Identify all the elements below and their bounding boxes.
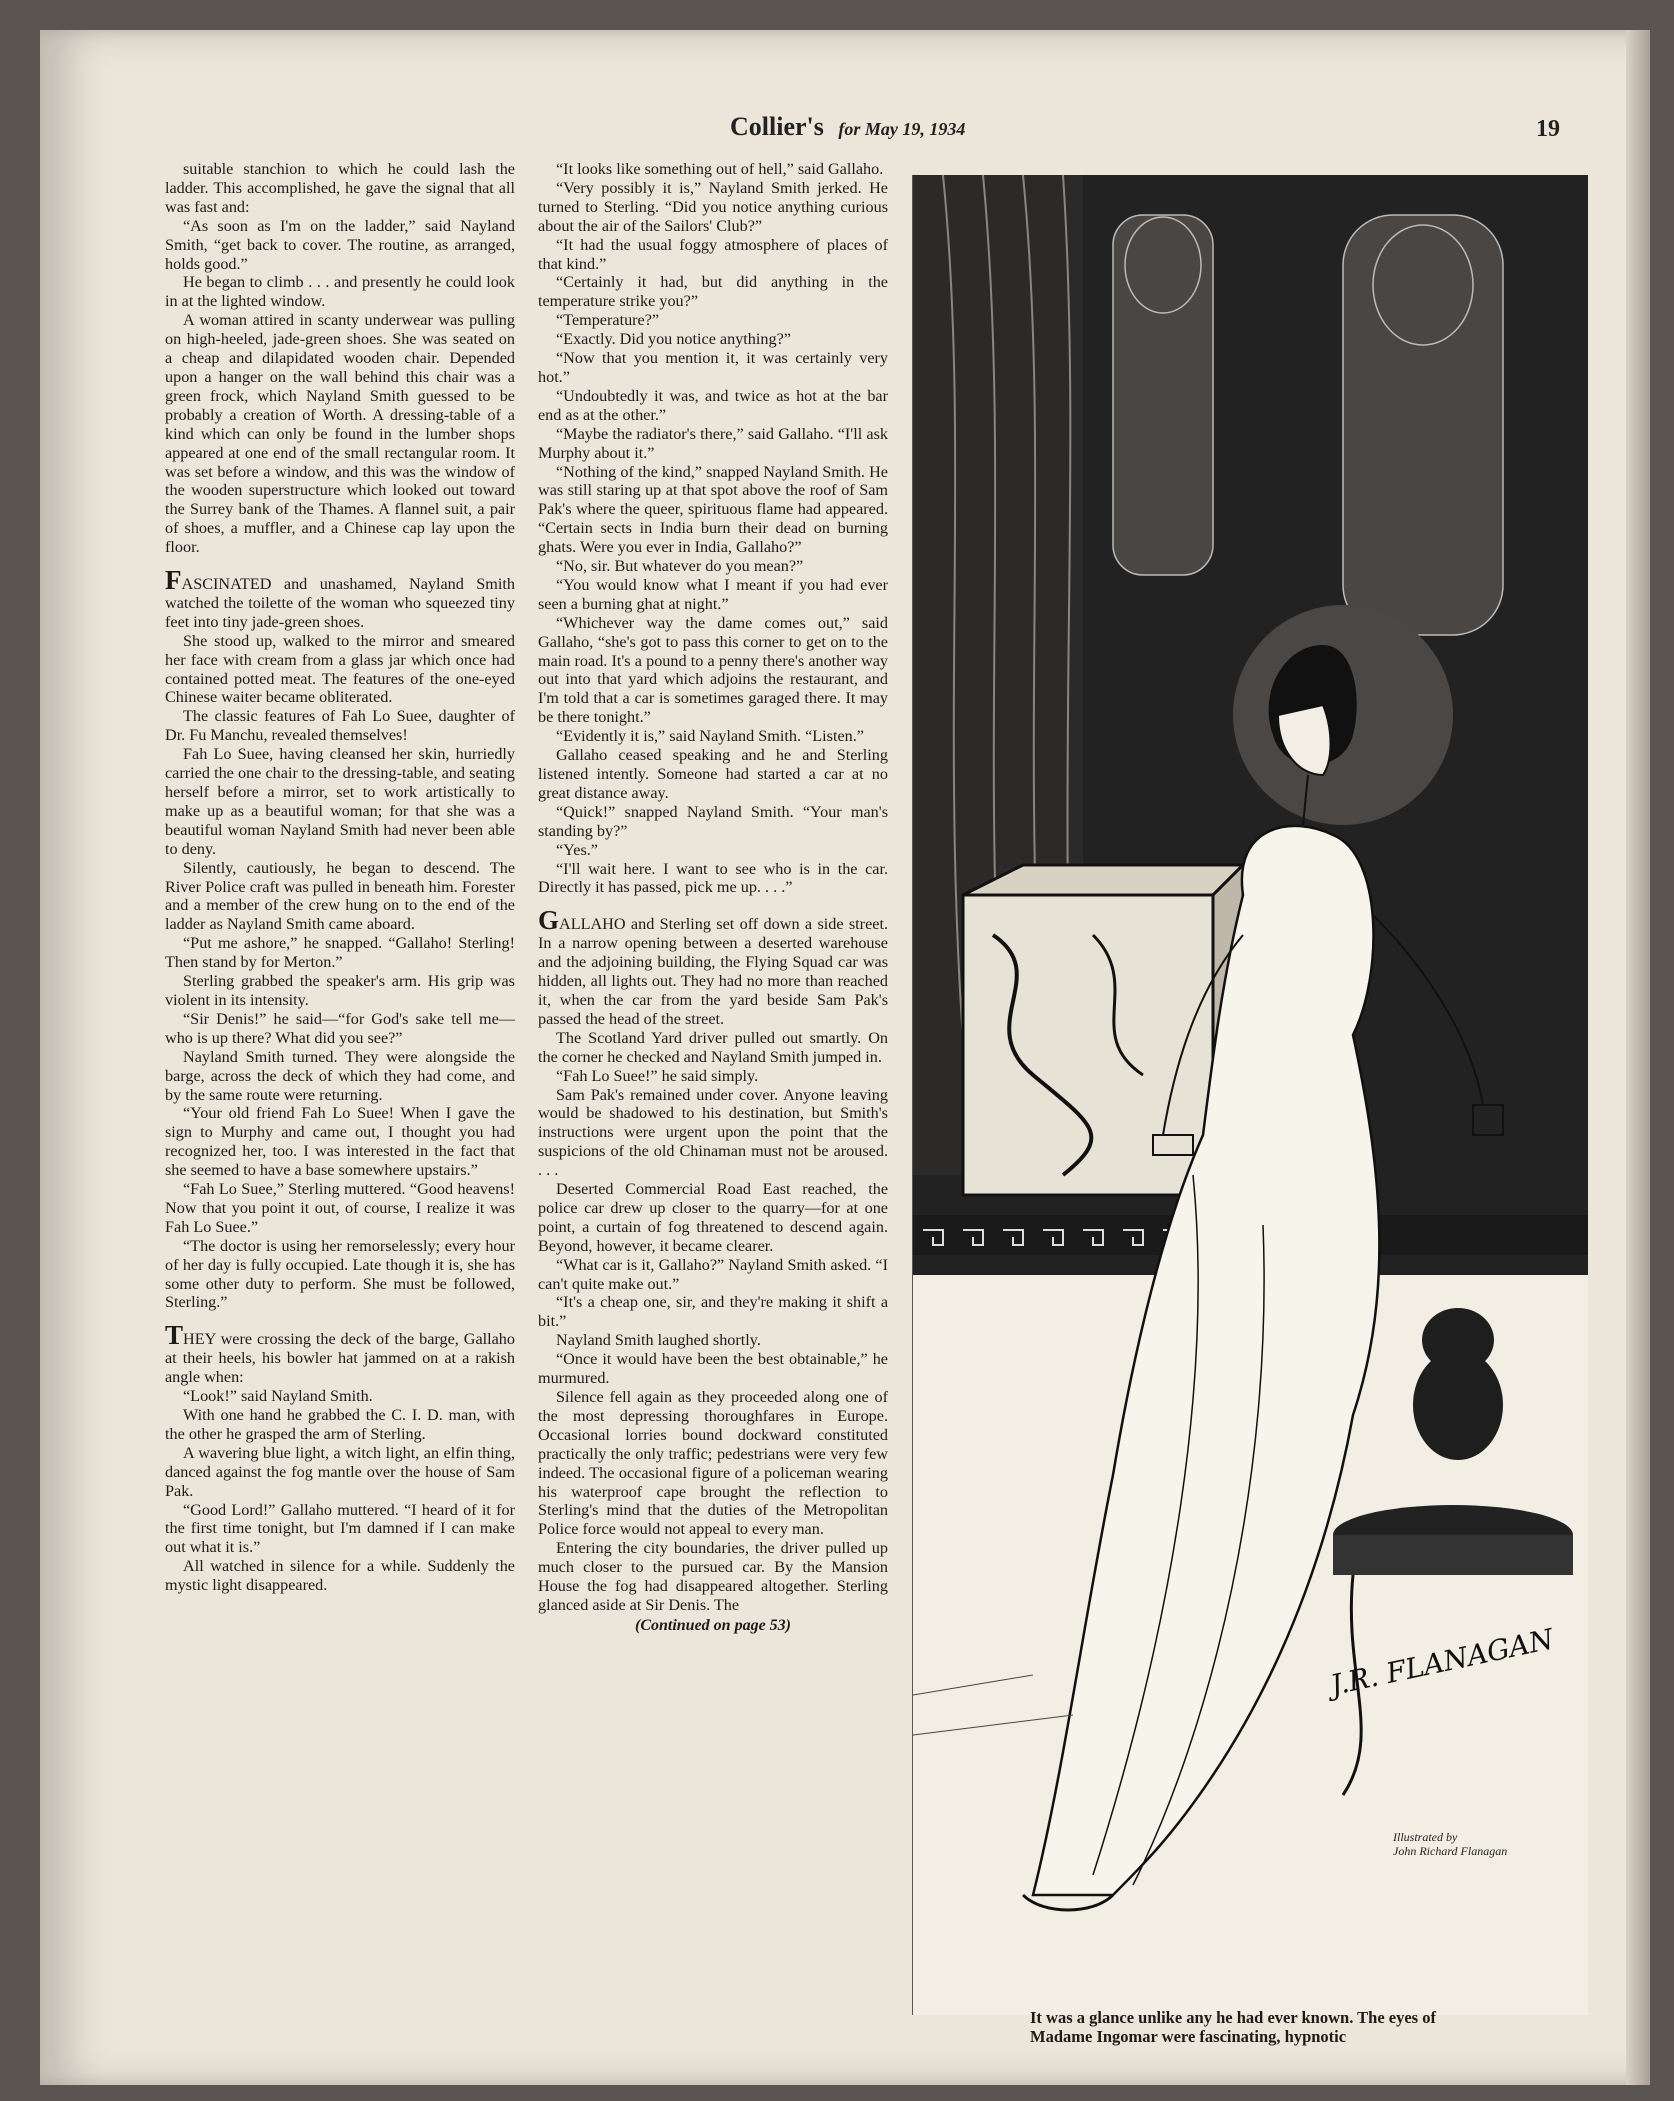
paragraph-text: “Now that you mention it, it was certainly very hot.” <box>538 349 888 386</box>
page-edge <box>1626 30 1650 2085</box>
credit-line-2: John Richard Flanagan <box>1393 1844 1508 1858</box>
paragraph <box>165 972 515 1010</box>
paragraph <box>165 160 515 217</box>
paragraph-text: Deserted Commercial Road East reached, the police car drew up closer to the quarry—for at one point, a curtain of fog threatened to descend again. Beyond, however, it became clearer. <box>538 1180 888 1255</box>
paragraph <box>165 1557 515 1595</box>
magazine-page <box>40 30 1650 2085</box>
paragraph-text: “Look!” said Nayland Smith. <box>183 1387 373 1406</box>
paragraph <box>165 1237 515 1313</box>
paragraph-text: Nayland Smith laughed shortly. <box>556 1331 761 1350</box>
paragraph <box>538 576 888 614</box>
paragraph-text: “Evidently it is,” said Nayland Smith. “Listen.” <box>556 727 864 746</box>
paragraph-text: Entering the city boundaries, the driver pulled up much closer to the pursued car. By the Mansion House the fog had disappeared altogether. Sterling glanced aside at Sir Denis. The <box>538 1539 888 1614</box>
issue-date: for May 19, 1934 <box>838 119 966 139</box>
pedestal <box>1333 1308 1573 1795</box>
illustration <box>912 175 1588 2015</box>
paragraph <box>165 1387 515 1406</box>
paragraph <box>165 1104 515 1180</box>
floor <box>913 1675 1073 1735</box>
illustration-caption: It was a glance unlike any he had ever known. The eyes of Madame Ingomar were fascinating, hypnotic <box>1030 2008 1436 2046</box>
paragraph-text: “I'll wait here. I want to see who is in the car. Directly it has passed, pick me up. . . .” <box>538 859 888 897</box>
paragraph-text: “Nothing of the kind,” snapped Nayland Smith. He was still staring up at that spot above the roof of Sam Pak's where the queer, spirituous flame had appeared. “Certain sects in India burn their dead on burning ghats. Were you ever in India, Gallaho?” <box>538 462 888 557</box>
paragraph <box>538 905 888 1028</box>
paragraph-text: “Maybe the radiator's there,” said Gallaho. “I'll ask Murphy about it.” <box>538 424 888 462</box>
credit-line-1: Illustrated by <box>1393 1830 1458 1844</box>
paragraph-text: “Exactly. Did you notice anything?” <box>556 330 791 349</box>
paragraph-text: “Certainly it had, but did anything in the temperature strike you?” <box>538 273 888 311</box>
paragraph <box>165 934 515 972</box>
paragraph-text: Sam Pak's remained under cover. Anyone leaving would be shadowed to his destination, but Smith's instructions were urgent upon the point that the suspicions of the old Chinaman must not be aroused. . . . <box>538 1085 888 1180</box>
paragraph-text: “As soon as I'm on the ladder,” said Nayland Smith, “get back to cover. The routine, as arranged, holds good.” <box>165 216 515 273</box>
paragraph-text: Silence fell again as they proceeded along one of the most depressing thoroughfares in Europe. Occasional lorries bound dockward constituted practically the only traffic; pedestrians were very few indeed. The occasional figure of a policeman wearing his waterproof cape brought the reflection to Sterling's mind that the duties of the Metropolitan Police force would not appeal to every man. <box>538 1388 888 1539</box>
page-number: 19 <box>1536 116 1560 142</box>
paragraph-text: “Fah Lo Suee,” Sterling muttered. “Good heavens! Now that you point it out, of course, I realize it was Fah Lo Suee.” <box>165 1180 515 1236</box>
paragraph-text: The Scotland Yard driver pulled out smartly. On the corner he checked and Nayland Smith jumped in. <box>538 1028 888 1066</box>
masthead <box>730 112 1150 142</box>
paragraph-text: “Sir Denis!” he said—“for God's sake tell me—who is up there? What did you see?” <box>165 1009 515 1047</box>
paragraph-text: “Whichever way the dame comes out,” said Gallaho, “she's got to pass this corner to get on to the main road. It's a pound to a penny there's another way out into that yard which adjoins the restaurant, and I'm told that a car is sometimes garaged there. It may be there tonight.” <box>538 613 888 727</box>
paragraph <box>538 1086 888 1181</box>
paragraph <box>538 860 888 898</box>
paragraph <box>165 273 515 311</box>
paragraph <box>538 1067 888 1086</box>
paragraph <box>538 1331 888 1350</box>
paragraph-text: He began to climb . . . and presently he could look in at the lighted window. <box>165 273 515 311</box>
illustrator-credit <box>1393 1830 1583 1858</box>
paragraph <box>165 632 515 708</box>
paragraph-text: ALLAHO and Sterling set off down a side street. In a narrow opening between a deserted warehouse and the adjoining building, the Flying Squad car was hidden, all lights out. They had no more than reached it, when the car from the yard beside Sam Pak's passed the head of the street. <box>538 915 888 1028</box>
paragraph <box>538 1350 888 1388</box>
paragraph <box>538 311 888 330</box>
paragraph <box>165 1444 515 1501</box>
paragraph-text: “No, sir. But whatever do you mean?” <box>556 557 804 576</box>
paragraph <box>165 1406 515 1444</box>
paragraph-text: “The doctor is using her remorselessly; every hour of her day is fully occupied. Late though it is, she has some other duty to perform. She must be followed, Sterling.” <box>165 1236 515 1312</box>
paragraph <box>538 349 888 387</box>
paragraph <box>538 236 888 274</box>
paragraph <box>538 1539 888 1615</box>
paragraph <box>165 217 515 274</box>
continued-note: (Continued on page 53) <box>634 1616 791 1634</box>
paragraph <box>538 746 888 803</box>
paragraph <box>165 1010 515 1048</box>
paragraph-text: “Very possibly it is,” Nayland Smith jerked. He turned to Sterling. “Did you notice anything curious about the air of the Sailors' Club?” <box>538 178 888 235</box>
paragraph-text: “What car is it, Gallaho?” Nayland Smith asked. “I can't quite make out.” <box>538 1255 888 1293</box>
drop-cap: F <box>165 565 182 596</box>
paragraph <box>538 387 888 425</box>
paragraph-text: HEY were crossing the deck of the barge, Gallaho at their heels, his bowler hat jammed on at a rakish angle when: <box>165 1330 515 1387</box>
paragraph <box>538 803 888 841</box>
paragraph <box>165 745 515 858</box>
paragraph-text: “Temperature?” <box>556 311 660 330</box>
paragraph <box>538 1388 888 1539</box>
paragraph-text: “Once it would have been the best obtainable,” he murmured. <box>538 1350 888 1388</box>
paragraph <box>165 311 515 557</box>
paragraph <box>538 1256 888 1294</box>
paragraph <box>538 1029 888 1067</box>
paragraph-text: “It had the usual foggy atmosphere of places of that kind.” <box>538 235 888 273</box>
paragraph <box>538 727 888 746</box>
paragraph <box>538 425 888 463</box>
paragraph <box>538 273 888 311</box>
paragraph <box>165 707 515 745</box>
paragraph <box>165 1048 515 1105</box>
paragraph <box>165 859 515 935</box>
paragraph-text: Gallaho ceased speaking and he and Sterling listened intently. Someone had started a car at no great distance away. <box>538 746 888 802</box>
paragraph-text: The classic features of Fah Lo Suee, daughter of Dr. Fu Manchu, revealed themselves! <box>165 707 515 745</box>
paragraph-text: suitable stanchion to which he could lash the ladder. This accomplished, he gave the signal that all was fast and: <box>165 160 515 216</box>
paragraph-text: With one hand he grabbed the C. I. D. man, with the other he grasped the arm of Sterling. <box>165 1406 515 1443</box>
paragraph <box>538 463 888 558</box>
text-column-left <box>165 160 515 1595</box>
paragraph <box>538 179 888 236</box>
paragraph-text: “Your old friend Fah Lo Suee! When I gave the sign to Murphy and came out, I thought you had recognized her, too. I was interested in the fact that she seemed to have a base somewhere upstairs.” <box>165 1104 515 1180</box>
paragraph <box>165 1501 515 1558</box>
paragraph-text: “Yes.” <box>556 840 598 859</box>
magazine-name: Collier's <box>730 112 824 141</box>
paragraph <box>538 1293 888 1331</box>
paragraph <box>165 565 515 632</box>
paragraph-text: Fah Lo Suee, having cleansed her skin, hurriedly carried the one chair to the dressing-table, and seating herself before a mirror, set to work artistically to make up as a beautiful woman; for that she was a beautiful woman Nayland Smith had never been able to deny. <box>165 745 515 858</box>
paragraph-text: She stood up, walked to the mirror and smeared her face with cream from a glass jar which once had contained potted meat. The features of the one-eyed Chinese waiter became obliterated. <box>165 631 515 707</box>
paragraph <box>538 614 888 727</box>
paragraph <box>538 160 888 179</box>
paragraph <box>538 841 888 860</box>
paragraph-text: “Quick!” snapped Nayland Smith. “Your man's standing by?” <box>538 802 888 840</box>
paragraph-text: “Good Lord!” Gallaho muttered. “I heard of it for the first time tonight, but I'm damned if I can make out what it is.” <box>165 1500 515 1557</box>
paragraph-text: “Put me ashore,” he snapped. “Gallaho! Sterling! Then stand by for Merton.” <box>165 934 515 972</box>
paragraph-text: “You would know what I meant if you had ever seen a burning ghat at night.” <box>538 575 888 613</box>
paragraph-text: “Fah Lo Suee!” he said simply. <box>556 1066 759 1085</box>
drop-cap: G <box>538 905 560 936</box>
paragraph <box>538 557 888 576</box>
paragraph-text: Silently, cautiously, he began to descend. The River Police craft was pulled in beneath him. Forester and a member of the crew hung on to the end of the ladder as Nayland Smith came aboard. <box>165 858 515 934</box>
paragraph <box>538 1180 888 1256</box>
paragraph-text: Nayland Smith turned. They were alongside the barge, across the deck of which they had come, and by the same route were returning. <box>165 1047 515 1104</box>
paragraph-text: “It's a cheap one, sir, and they're making it shift a bit.” <box>538 1293 888 1331</box>
paragraph-text: “It looks like something out of hell,” said Gallaho. <box>556 160 884 178</box>
paragraph <box>165 1320 515 1387</box>
paragraph-text: Sterling grabbed the speaker's arm. His grip was violent in its intensity. <box>165 972 515 1009</box>
drop-cap: T <box>165 1320 184 1351</box>
artist-signature: J.R. FLANAGAN <box>1327 1622 1557 1702</box>
paragraph <box>165 1180 515 1237</box>
paragraph-text: “Undoubtedly it was, and twice as hot at the bar end as at the other.” <box>538 386 888 424</box>
paragraph-text: All watched in silence for a while. Suddenly the mystic light disappeared. <box>165 1557 515 1595</box>
paragraph-text: ASCINATED and unashamed, Nayland Smith watched the toilette of the woman who squeezed tiny feet into tiny jade-green shoes. <box>165 575 515 631</box>
paragraph <box>538 330 888 349</box>
paragraph-text: A wavering blue light, a witch light, an elfin thing, danced against the fog mantle over the house of Sam Pak. <box>165 1443 515 1500</box>
text-column-middle <box>538 160 888 1636</box>
paragraph-text: A woman attired in scanty underwear was pulling on high-heeled, jade-green shoes. She was seated on a cheap and dilapidated wooden chair. Depended upon a hanger on the wall behind this chair was a green frock, which Nayland Smith guessed to be probably a creation of Worth. A dressing-table of a kind which can only be found in the lumber shops appeared at one end of the small rectangular room. It was set before a window, and this was the window of the wooden superstructure which looked out toward the Surrey bank of the Thames. A flannel suit, a pair of shoes, a muffler, and a Chinese cap lay upon the floor. <box>165 311 515 557</box>
illustration-drawing <box>913 175 1588 2015</box>
